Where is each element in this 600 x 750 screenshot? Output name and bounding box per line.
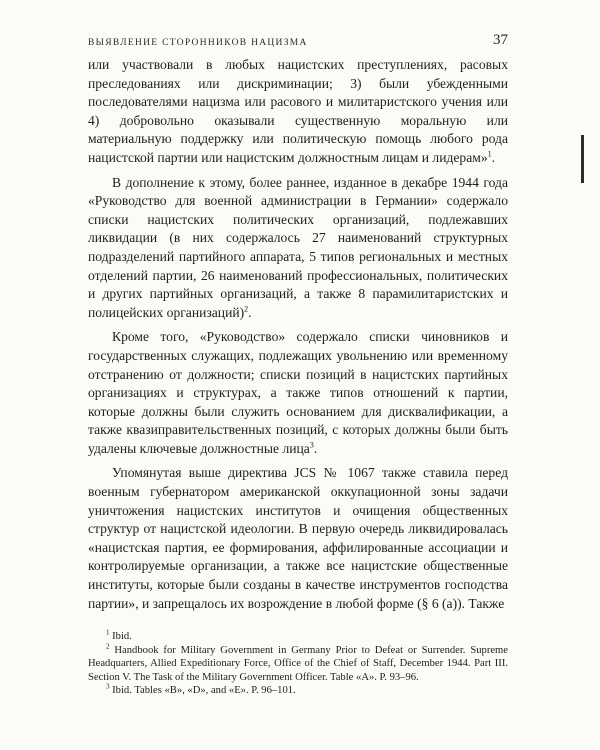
footnote-1 [88,630,508,644]
footnote-3-text: Ibid. Tables «B», «D», and «E». P. 96–101. [112,685,296,697]
footnote-1-number: 1 [106,628,110,637]
paragraph-4 [88,464,508,613]
footnote-3-number: 3 [106,682,110,691]
footnote-2-number: 2 [106,642,110,651]
footnote-3 [88,684,508,698]
paragraph-2: В дополнение к этому, более раннее, изданное в декабре 1944 года «Руководство для военной администрации в Германии» содержало списки нацистских политических организаций, подлежавших ликвидации (в них содержалось 27 наименований структурных подразделений партийного аппарата, 5 типов региональных и местных отделений партии, 26 наименований профессиональных, политических и других партийных организаций, а также 8 парамилитаристских и полицейских организаций)$^2$. [88,174,508,320]
paragraph-3-text: Кроме того, «Руководство» содержало списки чиновников и государственных служащих, подлежащих увольнению или временному отстранению от должности; списки позиций в нацистских партийных организациях и структурах, а также типов отношений к партии, которые должны были служить основанием для дисквалификации, а также квазиправительственных позиций, с которых должны были быть удалены ключевые должностные лица [88,329,508,456]
footnotes [88,630,508,698]
footnote-ref-2[interactable]: 2 [244,304,249,314]
page-number: 37 [493,32,508,48]
paragraph-1: или участвовали в любых нацистских преступлениях, расовых преследованиях или дискриминации; 3) были убежденными последователями нацизма или расового и милитаристского учения или 4) добровольно оказывали существенную моральную или материальную поддержку или политическую помощь любого рода нацистской партии или нацистским должностным лицам и лидерам»$^1$. [88,57,508,165]
paragraph-1-text: или участвовали в любых нацистских преступлениях, расовых преследованиях или дискриминации; 3) были убежденными последователями нацизма или расового и милитаристского учения или 4) добровольно оказывали существенную моральную или материальную поддержку или политическую помощь любого рода нацистской партии или нацистским должностным лицам и лидерам» [88,57,508,165]
footnote-ref-1[interactable]: 1 [487,149,492,159]
running-head: ВЫЯВЛЕНИЕ СТОРОННИКОВ НАЦИЗМА [88,38,308,48]
paragraph-4-text: Упомянутая выше директива JCS № 1067 также ставила перед военным губернатором американской оккупационной зоны задачи уничтожения нацистских институтов и очищения общественных структур от нацистской идеологии. В первую очередь ликвидировалась «нацистская партия, ее формирования, аффилированные ассоциации и контролируемые организации, а также все нацистские общественные институты, которые были созданы в качестве инструментов господства партии», и запрещалось их возрождение в любой форме (§ 6 (a)). Также [88,465,508,611]
footnote-2 [88,644,508,685]
page-edge-mark [581,135,584,183]
page-header [0,32,600,56]
footnote-ref-3[interactable]: 3 [309,440,314,450]
main-text [88,56,508,619]
paragraph-3: Кроме того, «Руководство» содержало списки чиновников и государственных служащих, подлежащих увольнению или временному отстранению от должности; списки позиций в нацистских партийных организациях и структурах, а также типов отношений к партии, которые должны были служить основанием для дисквалификации, а также квазиправительственных позиций, с которых должны были быть удалены ключевые должностные лица$^3$. [88,329,508,456]
footnote-2-text: Handbook for Military Government in Germany Prior to Defeat or Surrender. Supreme Headquarters, Allied Expeditionary Force, Office of the Chief of Staff, December 1944. Part III. Section V. The Task of the Military Government Officer. Table «A». P. 93–96. [88,644,509,683]
footnote-1-text: Ibid. [112,631,132,642]
paragraph-2-text: В дополнение к этому, более раннее, изданное в декабре 1944 года «Руководство для военной администрации в Германии» содержало списки нацистских политических организаций, подлежавших ликвидации (в них содержалось 27 наименований структурных подразделений партийного аппарата, 5 типов региональных и местных отделений партии, 26 наименований профессиональных, политических и других партийных организаций, а также 8 парамилитаристских и полицейских организаций) [88,174,508,320]
